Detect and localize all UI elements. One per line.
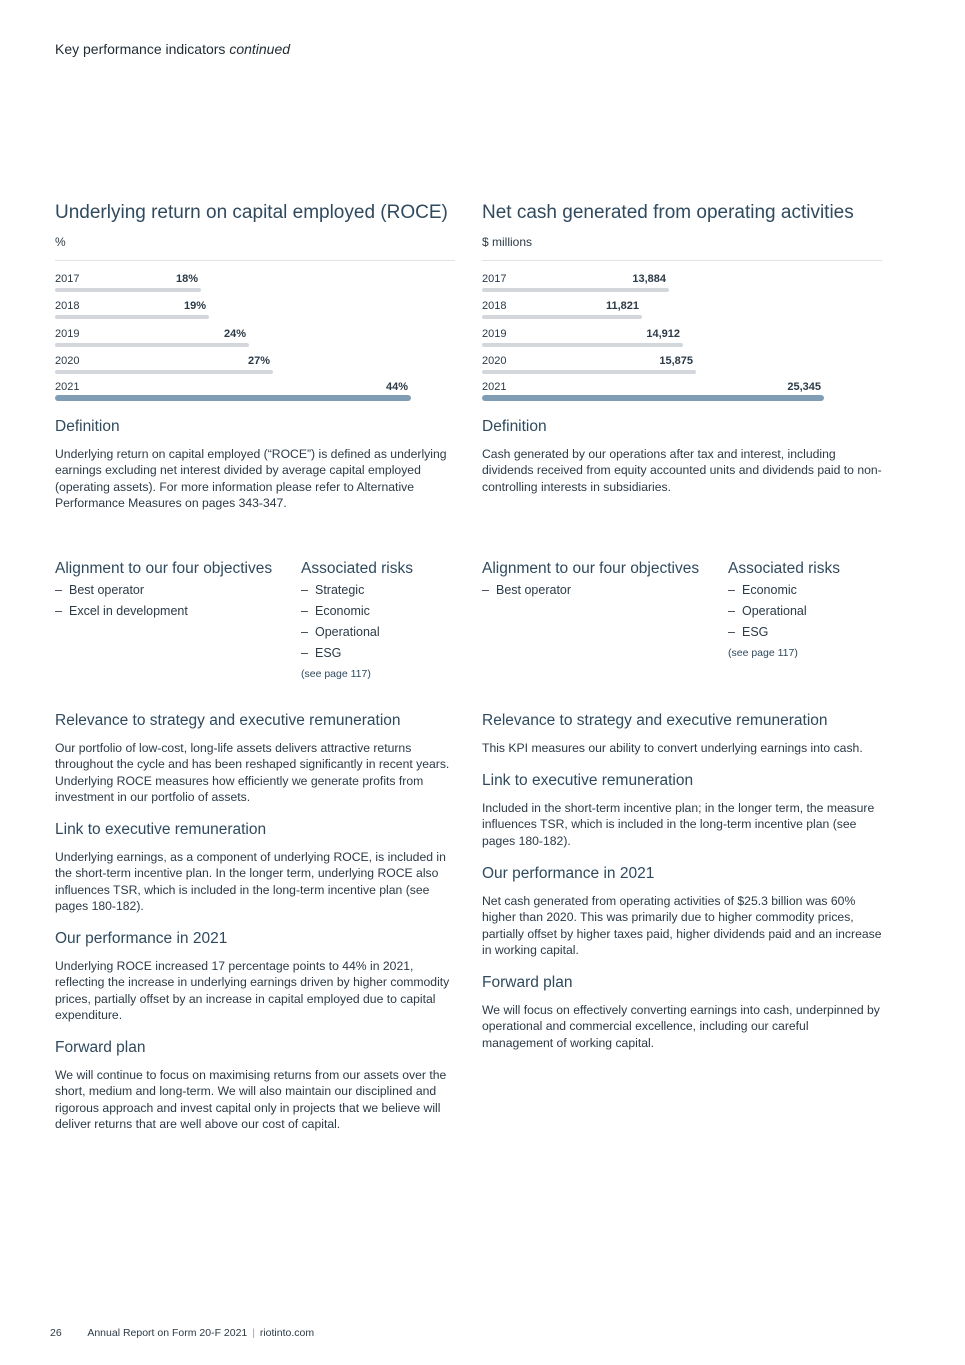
bar-row-2020 [482,352,882,379]
bar-row-2020 [55,352,455,379]
kpi-title: Underlying return on capital employed (ROCE) [55,202,448,223]
list-item: – Economic [301,601,380,622]
bar-2021 [55,395,411,401]
bar-value-label: 27% [247,355,270,367]
bar-2017 [55,288,201,292]
kpi-unit: $ millions [482,235,533,249]
kpi-unit: % [55,235,66,249]
performance-text: Net cash generated from operating activities of $25.3 billion was 60% higher than 2020. This was primarily due to higher commodity prices, partially offset by higher taxes paid, higher dividends paid and an increase in working capital. [482,894,882,957]
bar-row-2017 [55,270,455,297]
performance-text: Underlying ROCE increased 17 percentage points to 44% in 2021, reflecting the increase in underlying earnings driven by higher commodity prices, partially offset by an increase in capital employed due to capital expenditure. [55,959,450,1022]
bar-year-label: 2020 [55,355,80,367]
bar-year-label: 2019 [55,328,80,340]
alignment-heading: Alignment to our four objectives [55,560,273,577]
bar-value-label: 14,912 [646,328,680,340]
relevance-text: This KPI measures our ability to convert underlying earnings into cash. [482,741,863,755]
list-item: – Strategic [301,580,380,601]
bar-value-label: 19% [183,300,206,312]
relevance-heading: Relevance to strategy and executive remuneration [482,712,828,729]
website-link[interactable]: riotinto.com [259,1327,315,1339]
bar-value-label: 18% [175,273,198,285]
bar-2018 [482,315,642,319]
definition-text: Cash generated by our operations after tax and interest, including dividends received from equity accounted units and dividends paid to non-controlling interests in subsidiaries. [482,447,882,494]
list-item: – Excel in development [55,601,188,622]
link-heading: Link to executive remuneration [482,772,694,789]
alignment-list [482,580,571,601]
alignment-list [55,580,188,622]
bar-value-label: 25,345 [787,381,821,393]
bar-value-label: 44% [385,381,408,393]
link-text: Included in the short-term incentive plan; in the longer term, the measure influences TSR, which is included in the long-term incentive plan (see pages 180-182). [482,801,875,848]
definition-text: Underlying return on capital employed (“ROCE”) is defined as underlying earnings excluding net interest divided by average capital employed (operating assets). For more information please refer to Alternative Performance Measures on pages 343-347. [55,447,447,510]
divider [482,260,882,261]
kpi-net-cash [482,0,882,1365]
bar-2017 [482,288,669,292]
divider [55,260,455,261]
risks-list [301,580,380,664]
link-heading: Link to executive remuneration [55,821,267,838]
list-item: – Best operator [482,580,571,601]
forward-plan-heading: Forward plan [55,1039,146,1056]
link-text: Underlying earnings, as a component of underlying ROCE, is included in the short-term incentive plan. In the longer term, underlying ROCE also influences TSR, which is included in the long-term incentive plan (see pages 180-182). [55,850,446,913]
page-footer [50,1327,314,1339]
forward-plan-text: We will focus on effectively converting earnings into cash, underpinned by operational and commercial excellence, including our careful management of working capital. [482,1003,880,1050]
list-item: – Best operator [55,580,188,601]
bar-year-label: 2019 [482,328,507,340]
bar-2018 [55,315,209,319]
bar-row-2019 [482,325,882,352]
bar-2020 [55,370,273,374]
bar-year-label: 2018 [482,300,507,312]
running-header-title: Key performance indicators [55,41,226,57]
kpi-roce [55,0,455,1365]
list-item: – Economic [728,580,807,601]
bar-row-2021 [55,378,455,405]
page-number: 26 [50,1327,62,1339]
alignment-heading: Alignment to our four objectives [482,560,700,577]
bar-value-label: 15,875 [659,355,693,367]
performance-heading: Our performance in 2021 [55,930,228,947]
list-item: – ESG [728,622,807,643]
risks-see-page-link[interactable]: (see page 117) [301,668,371,680]
bar-value-label: 11,821 [605,300,639,312]
bar-2019 [482,343,683,347]
definition-heading: Definition [482,418,547,435]
bar-row-2018 [55,297,455,324]
relevance-heading: Relevance to strategy and executive remuneration [55,712,401,729]
list-item: – Operational [728,601,807,622]
bar-row-2021 [482,378,882,405]
bar-2019 [55,343,249,347]
kpi-title: Net cash generated from operating activities [482,202,854,223]
running-header-continued: continued [229,41,291,57]
bar-year-label: 2020 [482,355,507,367]
bar-year-label: 2017 [55,273,80,285]
report-title: Annual Report on Form 20-F 2021 [87,1327,248,1339]
list-item: – Operational [301,622,380,643]
bar-value-label: 24% [223,328,246,340]
roce-bar-chart [55,270,455,410]
risks-list [728,580,807,643]
bar-year-label: 2018 [55,300,80,312]
definition-heading: Definition [55,418,120,435]
bar-year-label: 2017 [482,273,507,285]
bar-year-label: 2021 [482,381,507,393]
performance-heading: Our performance in 2021 [482,865,655,882]
bar-row-2017 [482,270,882,297]
footer-separator: | [252,1327,255,1339]
risks-see-page-link[interactable]: (see page 117) [728,647,798,659]
bar-row-2018 [482,297,882,324]
risks-heading: Associated risks [728,560,840,577]
net-cash-bar-chart [482,270,882,410]
bar-2020 [482,370,696,374]
forward-plan-heading: Forward plan [482,974,573,991]
list-item: – ESG [301,643,380,664]
bar-2021 [482,395,824,401]
relevance-text: Our portfolio of low-cost, long-life assets delivers attractive returns throughout the cycle and has been reshaped significantly in recent years. Underlying ROCE measures how efficiently we generate profits from investment in our portfolio of assets. [55,741,450,804]
bar-year-label: 2021 [55,381,80,393]
bar-row-2019 [55,325,455,352]
bar-value-label: 13,884 [632,273,666,285]
risks-heading: Associated risks [301,560,413,577]
forward-plan-text: We will continue to focus on maximising returns from our assets over the short, medium and long-term. We will also maintain our disciplined and rigorous approach and invest capital only in projects that we believe will deliver returns that are well above our cost of capital. [55,1068,447,1131]
